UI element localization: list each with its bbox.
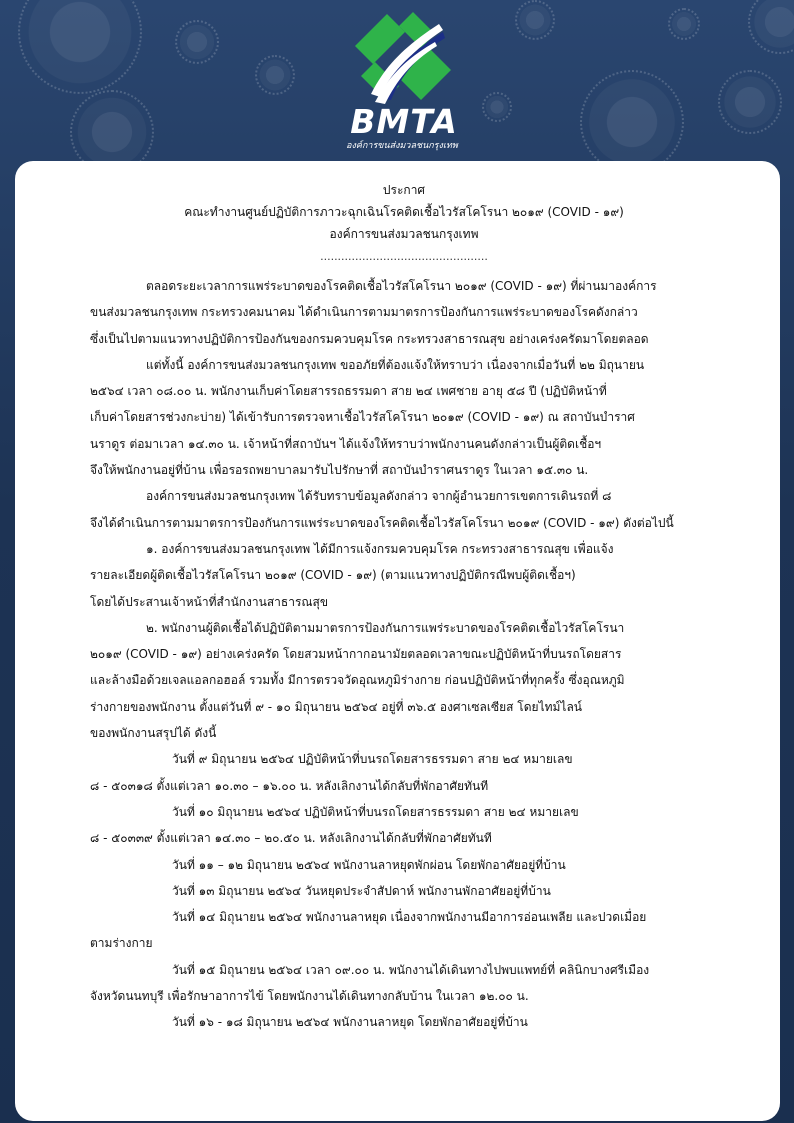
paragraph-report	[90, 352, 718, 483]
virus-decoration	[175, 20, 219, 64]
paragraph-intro	[90, 273, 718, 352]
text-line: ตลอดระยะเวลาการแพร่ระบาดของโรคติดเชื้อไวรัสโคโรนา ๒๐๑๙ (COVID - ๑๙) ที่ผ่านมาองค์การ	[146, 279, 657, 293]
text-line: ๒๐๑๙ (COVID - ๑๙) อย่างเคร่งครัด โดยสวมหน้ากากอนามัยตลอดเวลาขณะปฏิบัติหน้าที่บนรถโดยสาร	[90, 647, 622, 662]
virus-decoration	[580, 70, 684, 174]
text-line: จังหวัดนนทบุรี เพื่อรักษาอาการไข้ โดยพนักงานได้เดินทางกลับบ้าน ในเวลา ๑๒.๐๐ น.	[90, 989, 529, 1004]
virus-decoration	[515, 0, 555, 40]
text-line: จึงให้พนักงานอยู่ที่บ้าน เพื่อรอรถพยาบาลมารับไปรักษาที่ สถาบันบำราศนราดูร ในเวลา ๑๕.๓๐ น.	[90, 463, 589, 478]
text-line: วันที่ ๙ มิถุนายน ๒๕๖๔ ปฏิบัติหน้าที่บนรถโดยสารธรรมดา สาย ๒๔ หมายเลข	[172, 752, 573, 767]
text-line: องค์การขนส่งมวลชนกรุงเทพ ได้รับทราบข้อมูลดังกล่าว จากผู้อำนวยการเขตการเดินรถที่ ๘	[146, 489, 612, 504]
timeline-entry	[90, 1009, 718, 1035]
text-line: จึงได้ดำเนินการตามมาตรการป้องกันการแพร่ระบาดของโรคติดเชื้อไวรัสโคโรนา ๒๐๑๙ (COVID - ๑๙) ดังต่อไปนี้	[90, 515, 674, 530]
text-line: โดยได้ประสานเจ้าหน้าที่สำนักงานสาธารณสุข	[90, 594, 329, 609]
text-line: วันที่ ๑๐ มิถุนายน ๒๕๖๔ ปฏิบัติหน้าที่บนรถโดยสารธรรมดา สาย ๒๔ หมายเลข	[172, 804, 579, 819]
timeline-entry	[90, 957, 718, 1010]
text-line: ของพนักงานสรุปได้ ดังนี้	[90, 726, 217, 741]
text-line: และล้างมือด้วยเจลแอลกอฮอล์ รวมทั้ง มีการตรวจวัดอุณหภูมิร่างกาย ก่อนปฏิบัติหน้าที่ทุกครั้ง ซึ่งอุณหภูมิ	[90, 673, 625, 688]
announcement-card	[15, 161, 780, 1121]
text-line: ตามร่างกาย	[90, 936, 153, 951]
text-line: เก็บค่าโดยสารช่วงกะบ่าย) ได้เข้ารับการตรวจหาเชื้อไวรัสโคโรนา ๒๐๑๙ (COVID - ๑๙) ณ สถาบันบำราศ	[90, 410, 635, 425]
text-line: ๘ - ๕๐๓๑๘ ตั้งแต่เวลา ๑๐.๓๐ – ๑๖.๐๐ น. หลังเลิกงานได้กลับที่พักอาศัยทันที	[90, 778, 489, 793]
timeline-entry	[90, 746, 718, 799]
text-line: ๑. องค์การขนส่งมวลชนกรุงเทพ ได้มีการแจ้งกรมควบคุมโรค กระทรวงสาธารณสุข เพื่อแจ้ง	[146, 541, 614, 556]
timeline-entry	[90, 852, 718, 878]
paragraph-action	[90, 483, 718, 536]
list-item-2	[90, 615, 718, 746]
brand-name: BMTA	[350, 102, 458, 141]
brand-subtitle: องค์การขนส่งมวลชนกรุงเทพ	[346, 141, 458, 151]
text-line: นราดูร ต่อมาเวลา ๑๔.๓๐ น. เจ้าหน้าที่สถาบันฯ ได้แจ้งให้ทราบว่าพนักงานคนดังกล่าวเป็นผู้ติดเชื้อฯ	[90, 436, 602, 451]
timeline-entry	[90, 878, 718, 904]
virus-decoration	[718, 70, 782, 134]
virus-decoration	[255, 55, 295, 95]
virus-decoration	[482, 92, 512, 122]
text-line: ขนส่งมวลชนกรุงเทพ กระทรวงคมนาคม ได้ดำเนินการตามมาตรการป้องกันการแพร่ระบาดของโรคดังกล่าว	[90, 305, 638, 320]
text-line: ๘ - ๕๐๓๓๙ ตั้งแต่เวลา ๑๔.๓๐ – ๒๐.๕๐ น. หลังเลิกงานได้กลับที่พักอาศัยทันที	[90, 831, 492, 846]
virus-decoration	[18, 0, 142, 94]
committee-title: คณะทำงานศูนย์ปฏิบัติการภาวะฉุกเฉินโรคติดเชื้อไวรัสโคโรนา ๒๐๑๙ (COVID - ๑๙)	[184, 205, 624, 219]
text-line: ซึ่งเป็นไปตามแนวทางปฏิบัติการป้องกันของกรมควบคุมโรค กระทรวงสาธารณสุข อย่างเคร่งครัดมาโดยตลอด	[90, 331, 649, 346]
text-line: ๒๕๖๔ เวลา ๐๘.๐๐ น. พนักงานเก็บค่าโดยสารรถธรรมดา สาย ๒๔ เพศชาย อายุ ๕๘ ปี (ปฏิบัติหน้าที่	[90, 384, 607, 399]
list-item-1	[90, 536, 718, 615]
virus-decoration	[668, 8, 700, 40]
text-line: แต่ทั้งนี้ องค์การขนส่งมวลชนกรุงเทพ ขออภัยที่ต้องแจ้งให้ทราบว่า เนื่องจากเมื่อวันที่ ๒๒ มิถุนายน	[146, 357, 645, 372]
text-line: วันที่ ๑๑ – ๑๒ มิถุนายน ๒๕๖๔ พนักงานลาหยุดพักผ่อน โดยพักอาศัยอยู่ที่บ้าน	[172, 857, 566, 872]
announcement-label: ประกาศ	[382, 183, 426, 197]
separator: ................................................	[320, 250, 488, 263]
text-line: ๒. พนักงานผู้ติดเชื้อได้ปฏิบัติตามมาตรการป้องกันการแพร่ระบาดของโรคติดเชื้อไวรัสโคโรนา	[146, 620, 625, 635]
text-line: วันที่ ๑๖ - ๑๘ มิถุนายน ๒๕๖๔ พนักงานลาหยุด โดยพักอาศัยอยู่ที่บ้าน	[172, 1015, 528, 1030]
text-line: ร่างกายของพนักงาน ตั้งแต่วันที่ ๙ - ๑๐ มิถุนายน ๒๕๖๔ อยู่ที่ ๓๖.๕ องศาเซลเซียส โดยไทม์ไลน์	[90, 699, 583, 714]
text-line: วันที่ ๑๔ มิถุนายน ๒๕๖๔ พนักงานลาหยุด เนื่องจากพนักงานมีอาการอ่อนเพลีย และปวดเมื่อย	[172, 910, 647, 925]
text-line: รายละเอียดผู้ติดเชื้อไวรัสโคโรนา ๒๐๑๙ (COVID - ๑๙) (ตามแนวทางปฏิบัติกรณีพบผู้ติดเชื้อฯ)	[90, 568, 576, 583]
announcement-document	[90, 179, 718, 1036]
bmta-logo	[335, 6, 465, 156]
text-line: วันที่ ๑๓ มิถุนายน ๒๕๖๔ วันหยุดประจำสัปดาห์ พนักงานพักอาศัยอยู่ที่บ้าน	[172, 883, 551, 898]
text-line: วันที่ ๑๕ มิถุนายน ๒๕๖๔ เวลา ๐๙.๐๐ น. พนักงานได้เดินทางไปพบแพทย์ที่ คลินิกบางศรีเมือง	[172, 962, 650, 977]
virus-decoration	[748, 0, 794, 54]
timeline-entry	[90, 799, 718, 852]
organization-name: องค์การขนส่งมวลชนกรุงเทพ	[329, 227, 479, 241]
timeline-entry	[90, 904, 718, 957]
